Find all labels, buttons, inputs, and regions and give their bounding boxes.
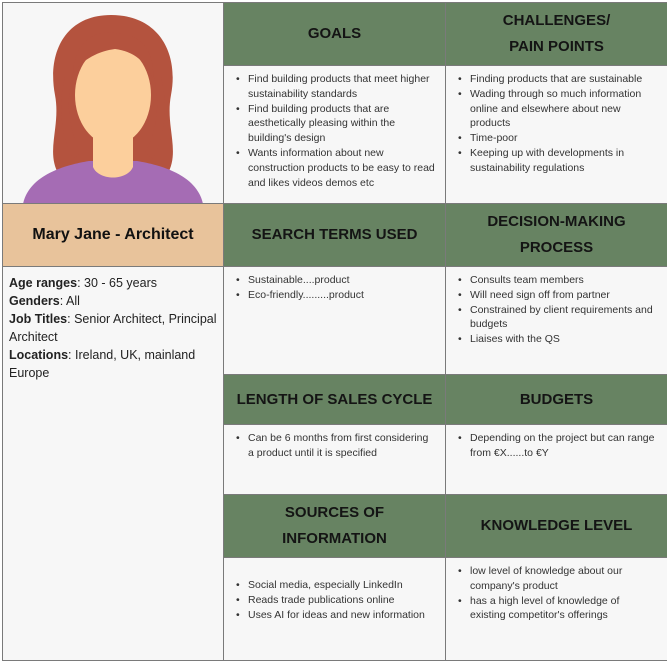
demographic-age: Age ranges: 30 - 65 years bbox=[9, 276, 158, 290]
list-item: • Find building products that meet higher sustainability standards bbox=[248, 72, 435, 102]
budgets-list bbox=[450, 431, 657, 461]
list-item: • Uses AI for ideas and new information bbox=[248, 608, 435, 623]
demographic-genders: Genders: All bbox=[9, 294, 80, 308]
budgets-title: BUDGETS bbox=[519, 390, 594, 408]
search-terms-body bbox=[224, 267, 446, 375]
challenges-title: CHALLENGES/ PAIN POINTS bbox=[502, 12, 611, 55]
list-item: • Reads trade publications online bbox=[248, 593, 435, 608]
sales-cycle-list bbox=[228, 431, 435, 461]
list-item: • low level of knowledge about our company's product bbox=[470, 564, 657, 594]
list-item: • Time-poor bbox=[470, 131, 657, 146]
decision-header bbox=[446, 204, 667, 267]
knowledge-title: KNOWLEDGE LEVEL bbox=[480, 517, 633, 534]
persona-demographics bbox=[3, 267, 224, 661]
list-item: • Social media, especially LinkedIn bbox=[248, 578, 435, 593]
sources-list bbox=[228, 578, 435, 622]
search-terms-header bbox=[224, 204, 446, 267]
knowledge-body bbox=[446, 558, 667, 661]
sources-header bbox=[224, 495, 446, 558]
goals-header bbox=[224, 3, 446, 66]
list-item: • Depending on the project but can range from €X......to €Y bbox=[470, 431, 657, 461]
goals-title: GOALS bbox=[307, 25, 362, 42]
sales-cycle-title: LENGTH OF SALES CYCLE bbox=[236, 390, 433, 408]
sources-title: SOURCES OF INFORMATION bbox=[282, 504, 387, 547]
demographic-locations: Locations: Ireland, UK, mainland Europe bbox=[9, 348, 196, 380]
challenges-list bbox=[450, 72, 657, 176]
decision-body bbox=[446, 267, 667, 375]
list-item: • Consults team members bbox=[470, 273, 657, 288]
decision-list bbox=[450, 273, 657, 347]
search-terms-title: SEARCH TERMS USED bbox=[251, 226, 418, 243]
avatar-illustration bbox=[3, 3, 224, 204]
decision-title: DECISION-MAKING PROCESS bbox=[487, 213, 626, 256]
search-terms-list bbox=[228, 273, 435, 303]
list-item: • Liaises with the QS bbox=[470, 332, 657, 347]
list-item: • Sustainable....product bbox=[248, 273, 435, 288]
list-item: • has a high level of knowledge of existing competitor's offerings bbox=[470, 594, 657, 624]
list-item: • Find building products that are aesthetically pleasing within the building's design bbox=[248, 102, 435, 146]
list-item: • Keeping up with developments in sustainability regulations bbox=[470, 146, 657, 176]
challenges-header bbox=[446, 3, 667, 66]
challenges-body bbox=[446, 66, 667, 204]
persona-grid bbox=[2, 2, 667, 661]
demographic-job-titles: Job Titles: Senior Architect, Principal Architect bbox=[9, 312, 217, 344]
sales-cycle-header bbox=[224, 375, 446, 425]
persona-avatar bbox=[3, 3, 224, 204]
list-item: • Wants information about new construction products to be easy to read and likes videos demos etc bbox=[248, 146, 435, 190]
budgets-header bbox=[446, 375, 667, 425]
goals-list bbox=[228, 72, 435, 190]
budgets-body bbox=[446, 425, 667, 495]
goals-body bbox=[224, 66, 446, 204]
list-item: • Constrained by client requirements and budgets bbox=[470, 303, 657, 333]
list-item: • Eco-friendly.........product bbox=[248, 288, 435, 303]
knowledge-list bbox=[450, 564, 657, 623]
knowledge-header bbox=[446, 495, 667, 558]
sales-cycle-body bbox=[224, 425, 446, 495]
list-item: • Finding products that are sustainable bbox=[470, 72, 657, 87]
list-item: • Will need sign off from partner bbox=[470, 288, 657, 303]
persona-name: Mary Jane - Architect bbox=[3, 204, 224, 267]
list-item: • Can be 6 months from first considering a product until it is specified bbox=[248, 431, 435, 461]
sources-body bbox=[224, 558, 446, 661]
list-item: • Wading through so much information online and elsewhere about new products bbox=[470, 87, 657, 131]
